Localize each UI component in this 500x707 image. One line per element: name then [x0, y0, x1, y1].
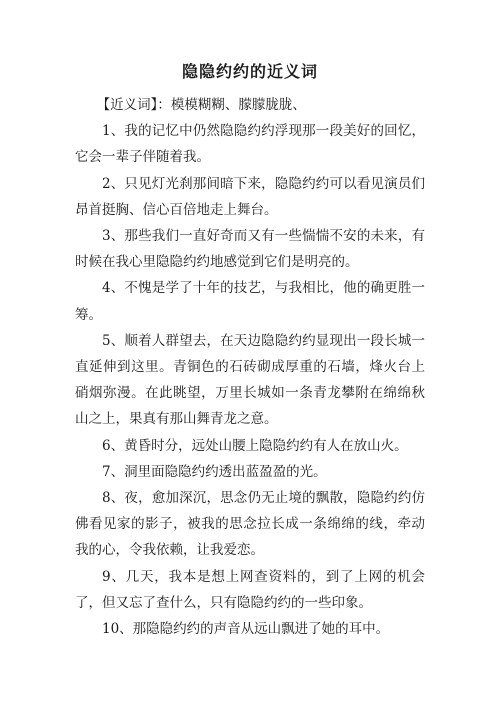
document-title: 隐隐约约的近义词	[181, 62, 318, 81]
document-body	[75, 92, 425, 642]
example-sentence-8: 8、夜，愈加深沉，思念仍无止境的飘散，隐隐约约仿佛看见家的影子，被我的思念拉长成一条绵绵的线，牵动我的心，令我依赖，让我爱恋。	[75, 490, 425, 559]
example-sentence-2: 2、只见灯光刹那间暗下来，隐隐约约可以看见演员们昂首挺胸、信心百倍地走上舞台。	[75, 175, 425, 218]
example-sentence-9: 9、几天，我本是想上网查资料的，到了上网的机会了，但又忘了查什么，只有隐隐约约的一些印象。	[75, 568, 425, 611]
synonyms-line: 【近义词】：模模糊糊、朦朦胧胧、	[96, 97, 306, 113]
example-sentence-1: 1、我的记忆中仍然隐隐约约浮现那一段美好的回忆，它会一辈子伴随着我。	[75, 123, 425, 166]
example-sentence-3: 3、那些我们一直好奇而又有一些惴惴不安的未来，有时候在我心里隐隐约约地感觉到它们是明亮的。	[75, 228, 425, 271]
example-sentence-6: 6、黄昏时分，远处山腰上隐隐约约有人在放山火。	[102, 437, 408, 454]
example-sentence-7: 7、洞里面隐隐约约透出蓝盈盈的光。	[102, 463, 327, 480]
example-sentence-5: 5、顺着人群望去，在天边隐隐约约显现出一段长城一直延伸到这里。青铜色的石砖砌成厚重的石墙，烽火台上硝烟弥漫。在此眺望，万里长城如一条青龙攀附在绵绵秋山之上，果真有那山舞青龙之意。	[75, 332, 425, 428]
example-sentence-4: 4、不愧是学了十年的技艺，与我相比，他的确更胜一筹。	[75, 280, 425, 323]
example-sentence-10: 10、那隐隐约约的声音从远山飘进了她的耳中。	[102, 621, 390, 638]
